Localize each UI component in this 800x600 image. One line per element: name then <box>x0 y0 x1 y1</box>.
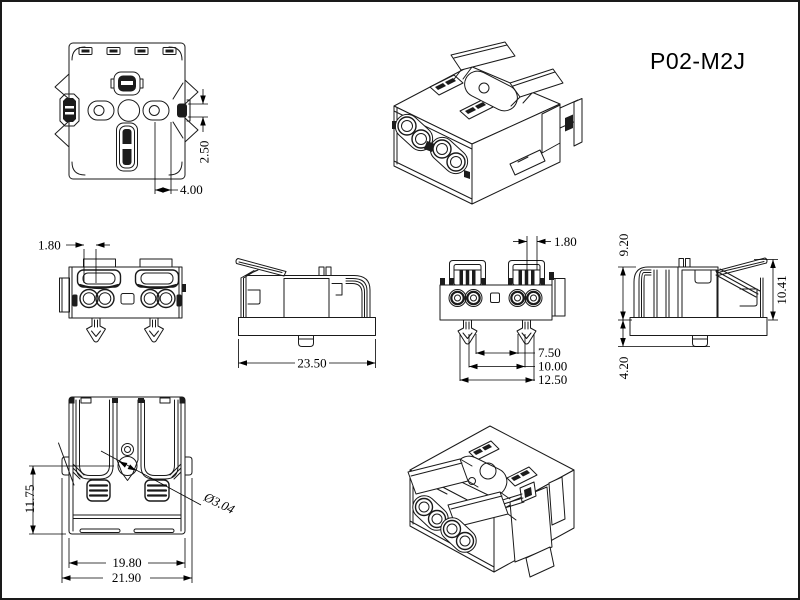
bottom-view <box>22 397 238 585</box>
part-number-title: P02-M2J <box>650 48 746 74</box>
dim-text: 4.20 <box>616 356 631 380</box>
lever-backs <box>450 261 545 286</box>
channels <box>76 400 178 481</box>
rear-view <box>440 234 577 387</box>
right-clamp-window <box>177 100 190 121</box>
center-hole <box>118 100 140 122</box>
dim-text: 2.50 <box>196 140 212 164</box>
dim-text: 23.50 <box>297 355 327 371</box>
dim-text: 11.75 <box>22 484 37 514</box>
lever-windows <box>78 270 179 288</box>
dim-11-75 <box>22 466 114 534</box>
dim-text: 10.41 <box>774 275 789 305</box>
drawing-canvas <box>2 2 798 598</box>
dim-text: Ø3.04 <box>201 489 238 517</box>
isometric-top-view <box>390 42 582 204</box>
snap-feet <box>87 318 164 342</box>
dim-text: 9.20 <box>616 233 631 257</box>
mounting-peg-right <box>693 336 708 347</box>
dim-19-80 <box>69 538 185 570</box>
wire-ports-top <box>88 101 169 120</box>
side-view-right <box>616 234 789 380</box>
mounting-hole <box>118 457 137 476</box>
isometric-bottom-view <box>408 426 574 577</box>
lower-latch <box>117 123 138 171</box>
dim-text: 12.50 <box>538 372 568 387</box>
wire-holes-rear <box>449 290 542 307</box>
dim-2-50 <box>188 89 212 163</box>
snap-feet-rear <box>458 320 536 344</box>
dim-text: 10.00 <box>538 358 568 374</box>
mounting-peg <box>299 336 314 347</box>
side-view <box>236 259 376 371</box>
dim-text: 4.00 <box>180 182 203 197</box>
dim-text: 1.80 <box>38 237 61 253</box>
hex-plug <box>60 94 79 126</box>
dim-text: 21.90 <box>111 570 142 585</box>
dim-text: 1.80 <box>554 234 577 249</box>
top-view <box>55 43 212 197</box>
dim-9-20 <box>616 234 636 320</box>
pilot-hole <box>122 444 134 456</box>
dim-feet <box>460 334 567 387</box>
dim-text: 7.50 <box>538 345 561 360</box>
ribbed-pads <box>87 480 169 501</box>
front-view <box>38 238 186 343</box>
dim-10-41 <box>754 260 789 321</box>
wire-holes-front <box>80 290 175 308</box>
dim-text: 19.80 <box>112 555 142 570</box>
latch-top <box>111 72 143 95</box>
vent-slots <box>79 48 176 55</box>
